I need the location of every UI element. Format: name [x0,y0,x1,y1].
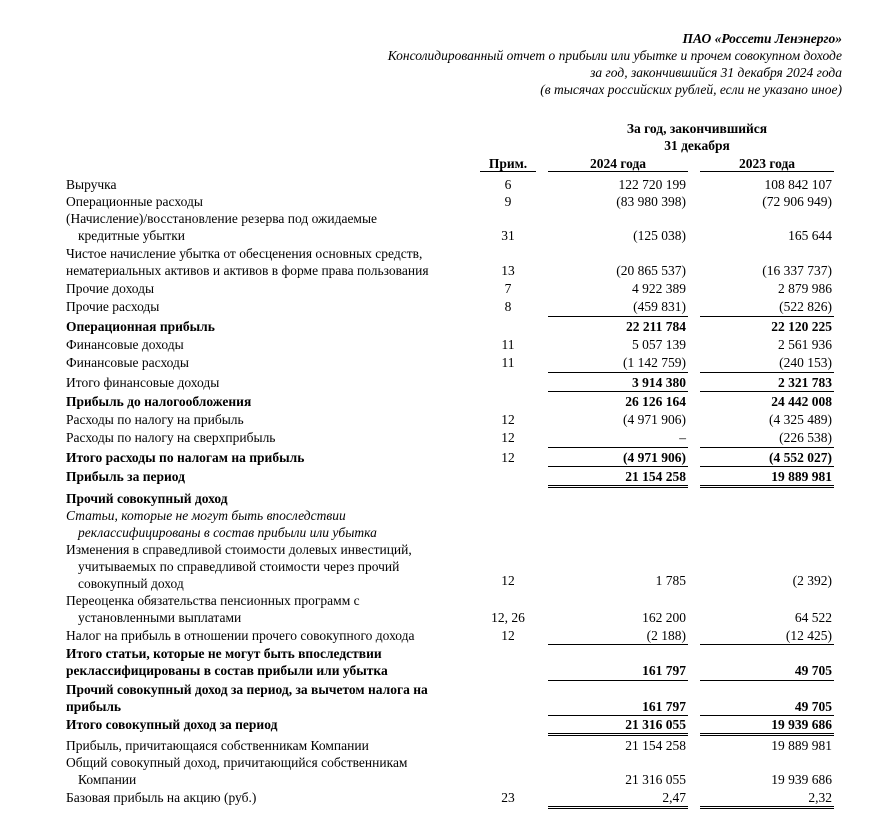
row-value-2023: 2 561 936 [778,337,832,352]
row-value-2024: 21 316 055 [625,717,686,732]
row-value-2023: 19 939 686 [771,717,832,732]
column-group-header [556,120,838,154]
row-note: 12, 26 [491,610,525,625]
row-value-2023: (522 826) [779,299,832,314]
total-double-rule [548,735,688,736]
row-value-2024: 5 057 139 [632,337,686,352]
row-value-2023: (12 425) [785,628,832,643]
row-note: 11 [501,355,515,370]
row-label: Финансовые расходы [66,355,189,370]
row-label: Расходы по налогу на прибыль [66,412,244,427]
row-value-2024: 1 785 [655,573,686,588]
row-value-2023: 165 644 [788,228,832,243]
total-double-rule [548,485,688,486]
row-label-cont: Компании [78,772,137,787]
row-value-2023: (16 337 737) [762,263,832,278]
row-label: Финансовые доходы [66,337,184,352]
year-2023-header: 2023 года [738,156,796,171]
row-label: Прибыль за период [66,469,185,484]
total-double-rule [700,735,834,736]
y2023-header-underline [700,171,834,172]
row-label-cont: совокупный доход [78,576,184,591]
row-note: 13 [501,263,515,278]
row-value-2024: 26 126 164 [625,394,686,409]
row-value-2023: 19 889 981 [771,469,832,484]
row-label: (Начисление)/восстановление резерва под ожидаемые [66,211,378,226]
row-value-2024: (2 188) [646,628,686,643]
row-value-2024: 21 316 055 [625,772,686,787]
row-label: Прочие доходы [66,281,155,296]
subtotal-rule [548,466,688,467]
row-value-2024: (1 142 759) [623,355,686,370]
row-note: 12 [501,628,515,643]
row-note: 12 [501,412,515,427]
column-group-line1: За год, закончившийся [626,121,768,136]
row-note: 11 [501,337,515,352]
subtotal-rule [548,372,688,373]
report-units: (в тысячах российских рублей, если не указано иное) [540,82,842,97]
row-value-2023: (226 538) [779,430,832,445]
row-value-2023: 64 522 [794,610,832,625]
company-name: ПАО «Россети Ленэнерго» [682,31,842,46]
row-value-2024: (459 831) [633,299,686,314]
year-2024-header: 2024 года [589,156,647,171]
row-label-cont: реклассифицированы в состав прибыли или убытка [66,663,388,678]
row-label-cont: нематериальных активов и активов в форме права пользования [66,263,429,278]
subtotal-rule [700,372,834,373]
row-label: Выручка [66,177,117,192]
row-value-2023: (4 552 027) [769,450,832,465]
row-note: 31 [501,228,515,243]
row-label: Операционная прибыль [66,319,215,334]
row-label: Итого финансовые доходы [66,375,220,390]
row-value-2023: 108 842 107 [764,177,832,192]
row-label: Общий совокупный доход, причитающийся собственникам [66,755,408,770]
row-label: Операционные расходы [66,194,203,209]
report-title: Консолидированный отчет о прибыли или убытке и прочем совокупном доходе [387,48,842,63]
row-note: 12 [501,573,515,588]
row-value-2024: – [679,430,686,445]
subtotal-rule [548,391,688,392]
row-label: Прибыль до налогообложения [66,394,252,409]
row-value-2024: 122 720 199 [618,177,686,192]
row-label: Переоценка обязательства пенсионных программ с [66,593,360,608]
row-label-cont: реклассифицированы в состав прибыли или убытка [78,525,377,540]
row-note: 12 [501,430,515,445]
subtotal-rule [700,680,834,681]
row-value-2023: (240 153) [779,355,832,370]
row-value-2024: 22 211 784 [625,319,686,334]
row-label: Налог на прибыль в отношении прочего совокупного дохода [66,628,415,643]
row-value-2024: (4 971 906) [623,412,686,427]
row-label-cont: учитываемых по справедливой стоимости через прочий [78,559,400,574]
row-value-2024: 21 154 258 [625,738,686,753]
row-value-2024: 2,47 [662,790,686,805]
y2024-header-underline [548,171,688,172]
row-value-2024: (125 038) [633,228,686,243]
row-value-2024: (20 865 537) [616,263,686,278]
row-label: Прочие расходы [66,299,160,314]
row-value-2024: 162 200 [642,610,686,625]
row-label: Изменения в справедливой стоимости долевых инвестиций, [66,542,412,557]
row-note: 23 [501,790,515,805]
subtotal-rule [548,644,688,645]
subtotal-rule [700,466,834,467]
total-double-rule [700,808,834,809]
row-note: 12 [501,450,515,465]
total-double-rule [700,487,834,488]
row-value-2023: 2 879 986 [778,281,832,296]
row-label: Расходы по налогу на сверхприбыль [66,430,276,445]
row-note: 6 [504,177,512,192]
note-header-underline [480,171,536,172]
row-label-cont: установленными выплатами [78,610,242,625]
row-note: 7 [504,281,512,296]
row-value-2023: (4 325 489) [769,412,832,427]
row-note: 9 [504,194,512,209]
report-period: за год, закончившийся 31 декабря 2024 года [590,65,842,80]
row-label: Статьи, которые не могут быть впоследствии [66,508,346,523]
subtotal-rule [548,316,688,317]
row-value-2024: 161 797 [642,663,686,678]
row-value-2024: (83 980 398) [616,194,686,209]
subtotal-rule [700,447,834,448]
row-value-2024: 161 797 [642,699,686,714]
row-value-2023: 19 939 686 [771,772,832,787]
row-label-cont: кредитные убытки [78,228,185,243]
subtotal-rule [548,680,688,681]
row-value-2024: (4 971 906) [623,450,686,465]
subtotal-rule [700,391,834,392]
column-group-line2: 31 декабря [664,138,730,153]
total-double-rule [700,806,834,807]
row-label: Прочий совокупный доход за период, за вычетом налога на [66,682,428,697]
row-value-2023: 49 705 [794,699,832,714]
subtotal-rule [548,447,688,448]
total-double-rule [548,733,688,734]
total-double-rule [700,485,834,486]
row-label: Итого совокупный доход за период [66,717,278,732]
total-double-rule [548,487,688,488]
row-value-2023: 2,32 [808,790,832,805]
row-label-cont: прибыль [66,699,122,714]
subtotal-rule [700,644,834,645]
row-value-2023: 24 442 008 [771,394,832,409]
row-value-2024: 21 154 258 [625,469,686,484]
total-double-rule [700,733,834,734]
row-label: Базовая прибыль на акцию (руб.) [66,790,257,805]
row-value-2023: 19 889 981 [771,738,832,753]
row-label: Прибыль, причитающаяся собственникам Компании [66,738,369,753]
row-value-2023: 22 120 225 [771,319,832,334]
row-value-2023: (72 906 949) [762,194,832,209]
row-note: 8 [504,299,512,314]
row-label: Прочий совокупный доход [66,491,228,506]
row-value-2023: (2 392) [792,573,832,588]
row-value-2023: 2 321 783 [778,375,832,390]
row-value-2023: 49 705 [794,663,832,678]
note-column-header: Прим. [488,156,528,171]
subtotal-rule [700,316,834,317]
total-double-rule [548,808,688,809]
total-double-rule [548,806,688,807]
row-label: Итого расходы по налогам на прибыль [66,450,305,465]
row-label: Итого статьи, которые не могут быть впоследствии [66,646,382,661]
row-value-2024: 4 922 389 [632,281,686,296]
row-value-2024: 3 914 380 [632,375,686,390]
row-label: Чистое начисление убытка от обесценения основных средств, [66,246,423,261]
